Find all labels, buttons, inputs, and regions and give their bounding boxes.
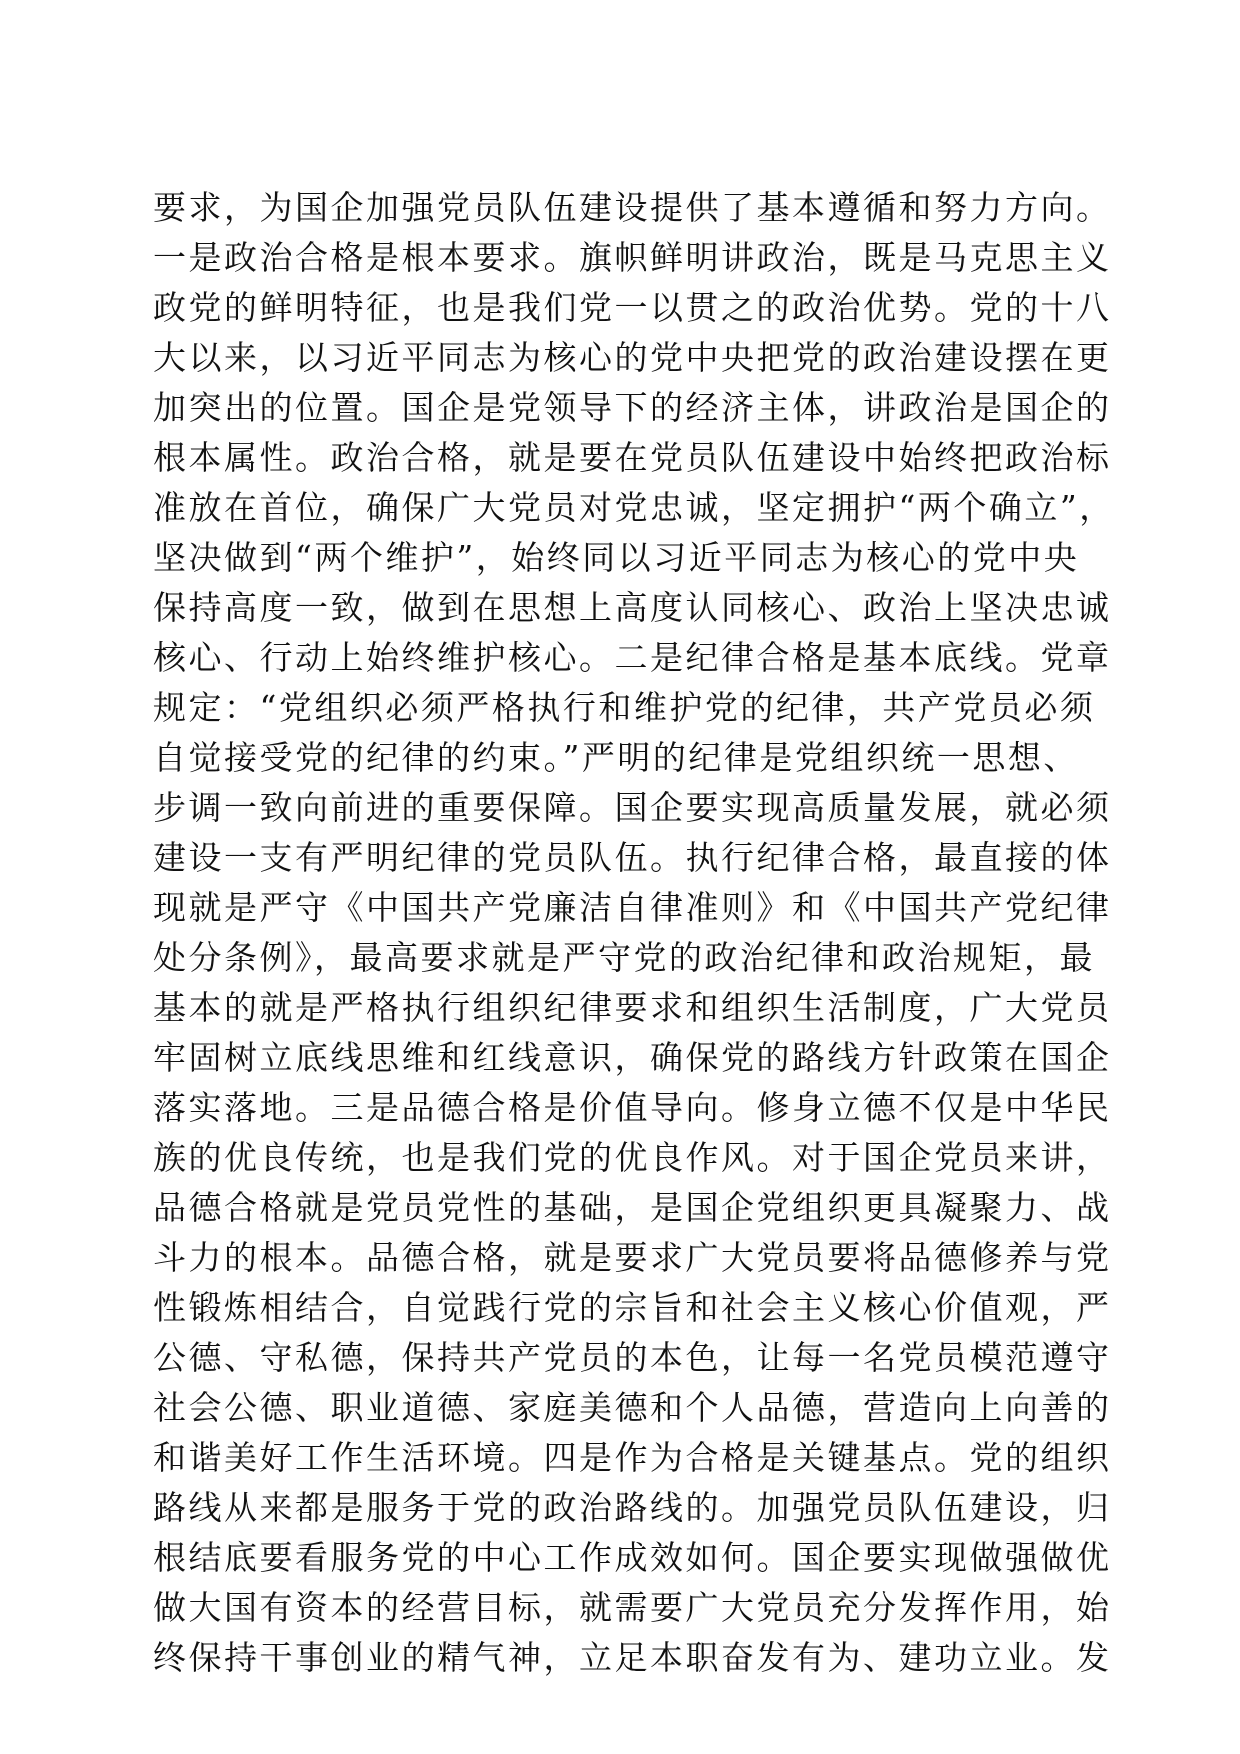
text-line: 规定：“党组织必须严格执行和维护党的纪律，共产党员必须 (153, 688, 1096, 727)
text-line: 自觉接受党的纪律的约束。”严明的纪律是党组织统一思想、 (153, 738, 1079, 777)
text-line: 建设一支有严明纪律的党员队伍。执行纪律合格，最直接的体 (153, 838, 1112, 877)
text-line: 核心、行动上始终维护核心。二是纪律合格是基本底线。党章 (153, 638, 1112, 677)
text-line: 要求，为国企加强党员队伍建设提供了基本遵循和努力方向。 (153, 188, 1112, 227)
text-line: 路线从来都是服务于党的政治路线的。加强党员队伍建设，归 (153, 1488, 1112, 1527)
text-line: 保持高度一致，做到在思想上高度认同核心、政治上坚决忠诚 (153, 588, 1112, 627)
text-line: 牢固树立底线思维和红线意识，确保党的路线方针政策在国企 (153, 1038, 1112, 1077)
text-line: 终保持干事创业的精气神，立足本职奋发有为、建功立业。发 (153, 1638, 1112, 1677)
text-line: 准放在首位，确保广大党员对党忠诚，坚定拥护“两个确立”， (153, 488, 1115, 527)
text-line: 族的优良传统，也是我们党的优良作风。对于国企党员来讲， (153, 1138, 1112, 1177)
text-line: 社会公德、职业道德、家庭美德和个人品德，营造向上向善的 (153, 1388, 1112, 1427)
text-line: 和谐美好工作生活环境。四是作为合格是关键基点。党的组织 (153, 1438, 1112, 1477)
text-line: 斗力的根本。品德合格，就是要求广大党员要将品德修养与党 (153, 1238, 1112, 1277)
text-line: 加突出的位置。国企是党领导下的经济主体，讲政治是国企的 (153, 388, 1112, 427)
text-line: 落实落地。三是品德合格是价值导向。修身立德不仅是中华民 (153, 1088, 1112, 1127)
text-line: 处分条例》，最高要求就是严守党的政治纪律和政治规矩，最 (153, 938, 1095, 977)
text-line: 政党的鲜明特征，也是我们党一以贯之的政治优势。党的十八 (153, 288, 1112, 327)
text-line: 大以来，以习近平同志为核心的党中央把党的政治建设摆在更 (153, 338, 1112, 377)
text-line: 现就是严守《中国共产党廉洁自律准则》和《中国共产党纪律 (153, 888, 1112, 927)
text-line: 性锻炼相结合，自觉践行党的宗旨和社会主义核心价值观，严 (153, 1288, 1112, 1327)
body-text (153, 183, 1115, 1683)
text-line: 品德合格就是党员党性的基础，是国企党组织更具凝聚力、战 (153, 1188, 1112, 1227)
text-line: 公德、守私德，保持共产党员的本色，让每一名党员模范遵守 (153, 1338, 1112, 1377)
text-line: 基本的就是严格执行组织纪律要求和组织生活制度，广大党员 (153, 988, 1112, 1027)
text-line: 步调一致向前进的重要保障。国企要实现高质量发展，就必须 (153, 788, 1112, 827)
text-line: 坚决做到“两个维护”，始终同以习近平同志为核心的党中央 (153, 538, 1080, 577)
text-line: 一是政治合格是根本要求。旗帜鲜明讲政治，既是马克思主义 (153, 238, 1112, 277)
text-line: 做大国有资本的经营目标，就需要广大党员充分发挥作用，始 (153, 1588, 1112, 1627)
text-line: 根结底要看服务党的中心工作成效如何。国企要实现做强做优 (153, 1538, 1112, 1577)
text-line: 根本属性。政治合格，就是要在党员队伍建设中始终把政治标 (153, 438, 1112, 477)
